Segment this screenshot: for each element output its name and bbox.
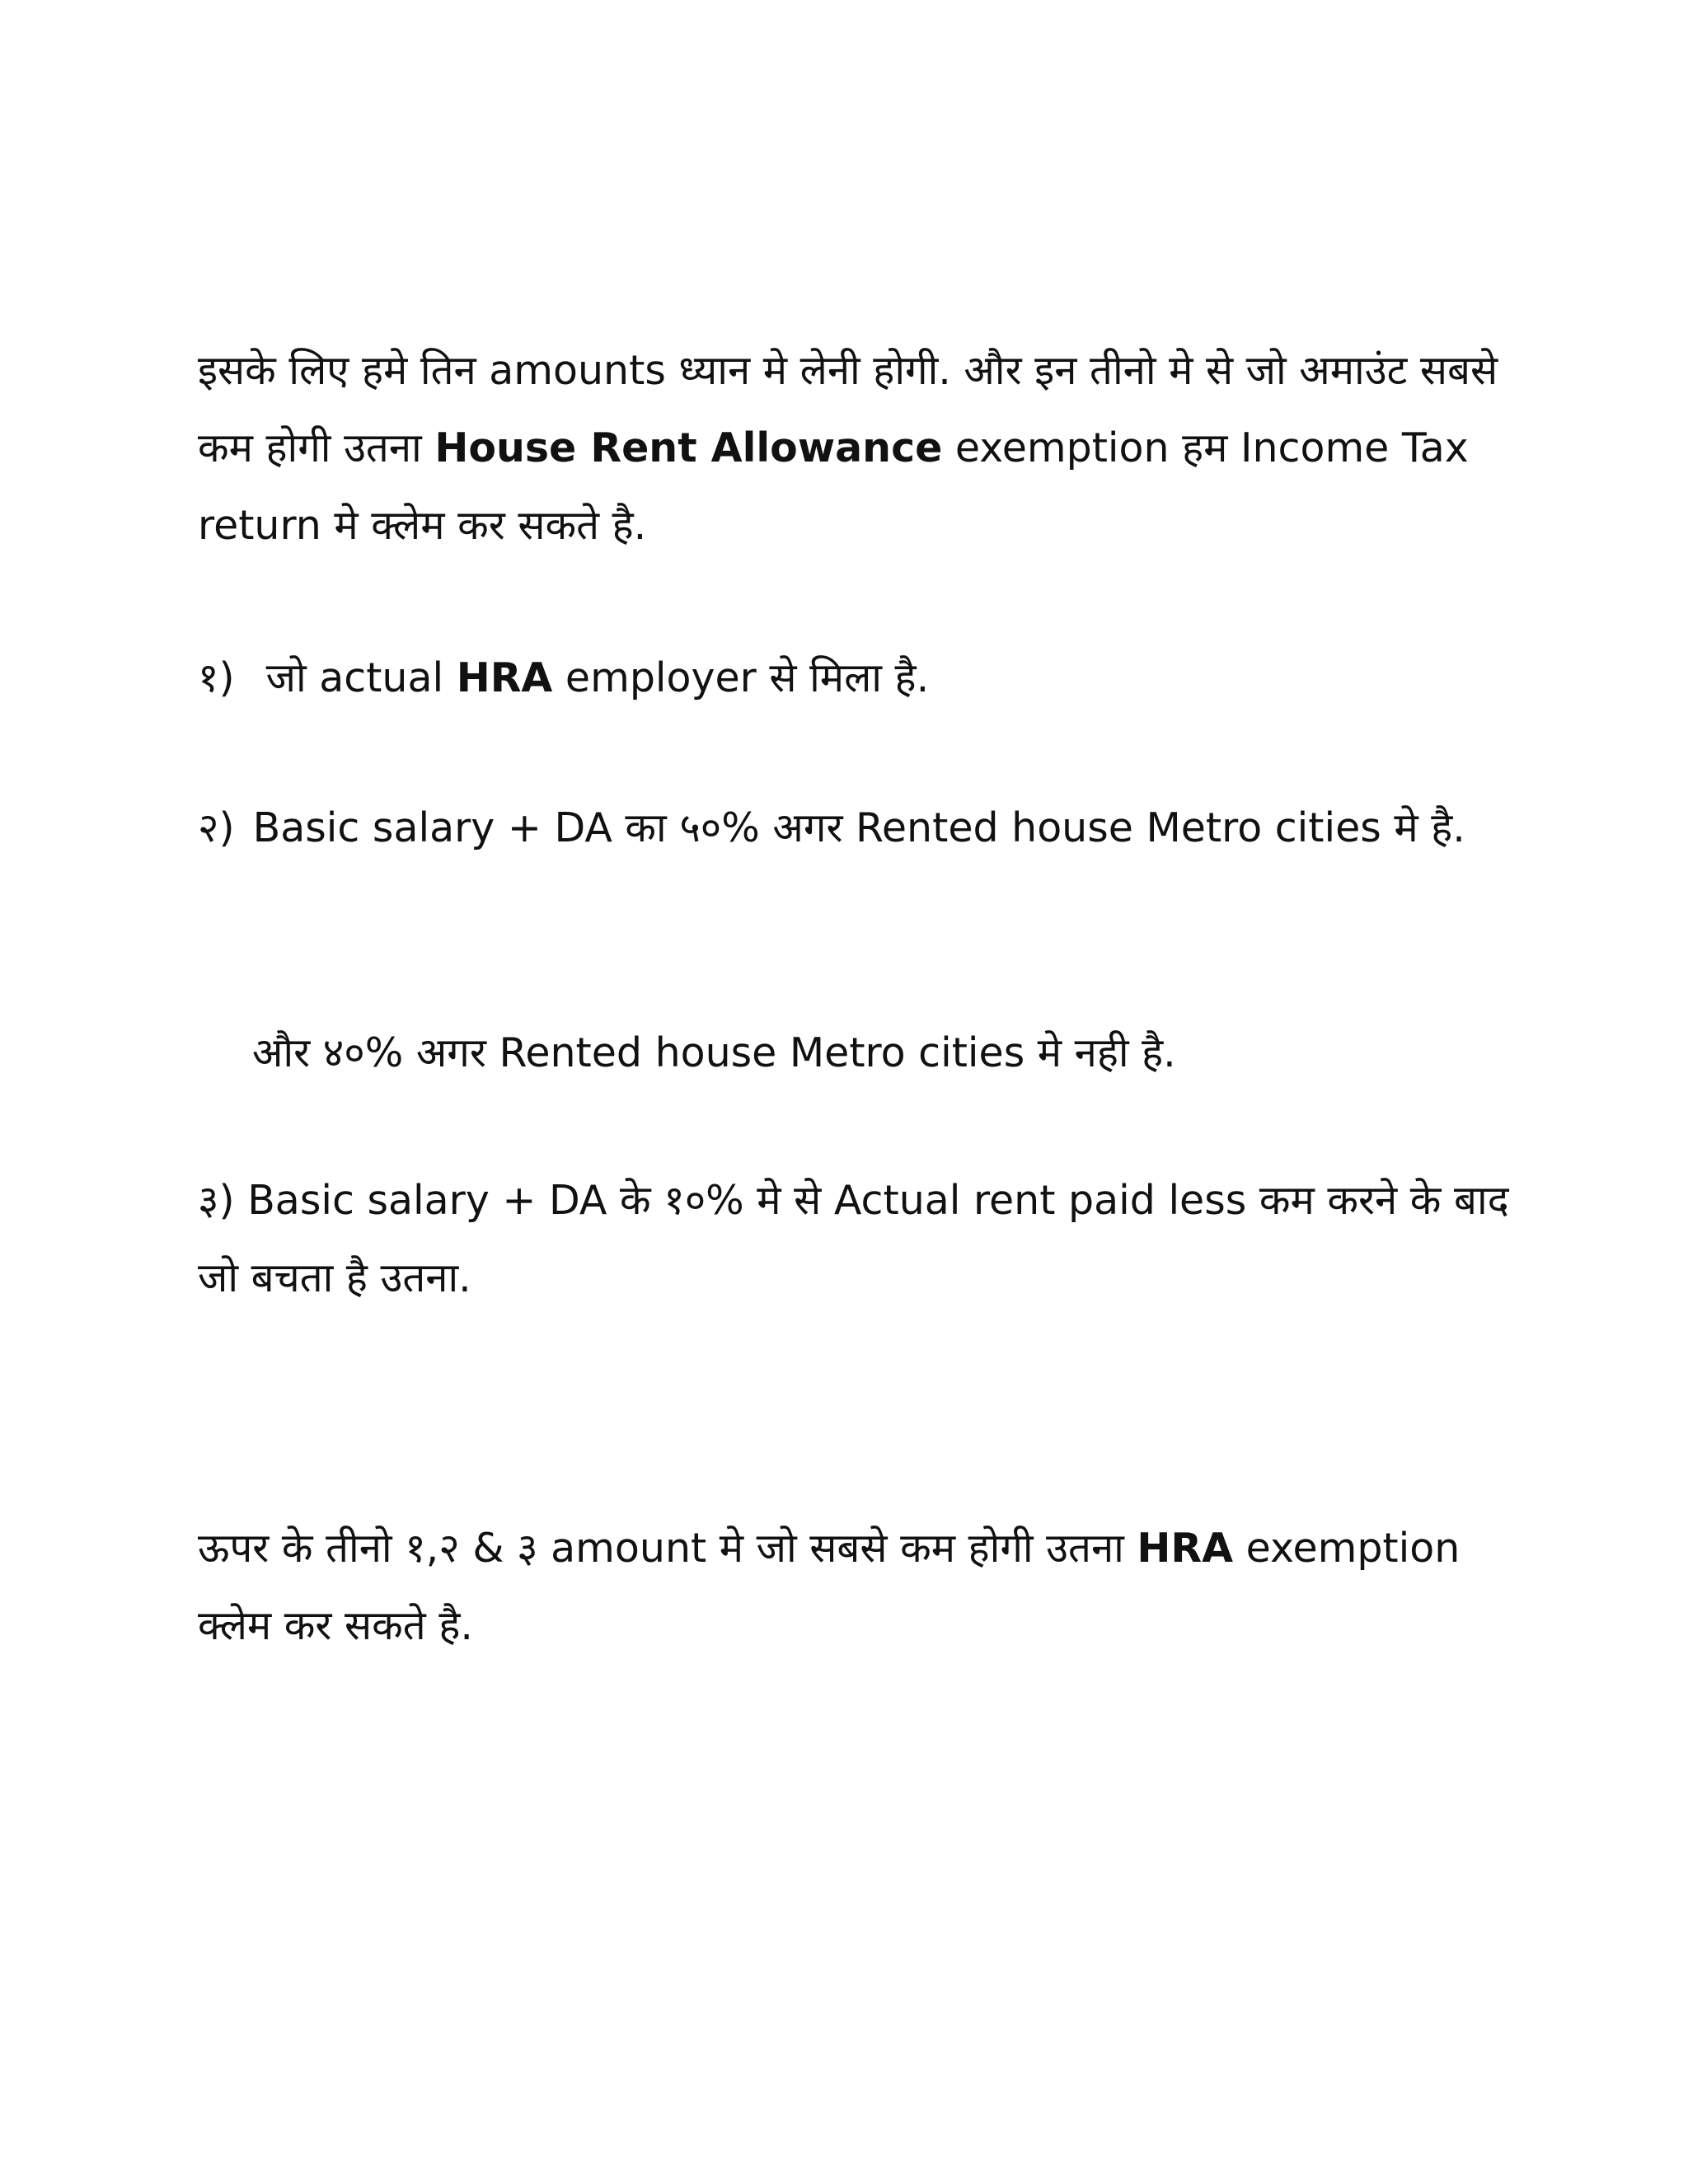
- list-item-2: [198, 790, 1517, 867]
- list-item-2-number: २): [198, 804, 235, 851]
- conclusion-paragraph: [198, 1510, 1517, 1665]
- list-item-3: [198, 1162, 1517, 1317]
- intro-paragraph: [198, 332, 1517, 565]
- list-item-1-text-part1: जो actual: [265, 654, 457, 701]
- conclusion-bold-term: HRA: [1137, 1525, 1234, 1572]
- list-item-1: [198, 640, 1517, 717]
- list-item-3-number: ३): [198, 1177, 235, 1224]
- intro-text-part1: इसके लिए हमे तिन amounts ध्यान मे लेनी होगी. और इन तीनो मे से जो अमाउंट सबसे कम होगी उतना: [198, 347, 1498, 471]
- conclusion-text-part1: ऊपर के तीनो १,२ & ३ amount मे जो सबसे कम होगी उतना: [198, 1525, 1137, 1572]
- list-item-2-continuation-text: और ४०% अगर Rented house Metro cities मे नही है.: [252, 1029, 1176, 1076]
- list-item-2-text: Basic salary + DA का ५०% अगर Rented house Metro cities मे है.: [252, 804, 1465, 851]
- intro-bold-term: House Rent Allowance: [434, 424, 943, 471]
- list-item-2-continuation: [252, 1015, 1571, 1092]
- list-item-1-text-part2: employer से मिला है.: [552, 654, 930, 701]
- list-item-1-bold-term: HRA: [456, 654, 553, 701]
- intro-text-part2: exemption हम Income Tax return मे क्लेम कर सकते है.: [198, 424, 1469, 549]
- list-item-1-number: १): [198, 654, 235, 701]
- conclusion-text-part2: exemption क्लेम कर सकते है.: [198, 1525, 1461, 1649]
- list-item-3-text: Basic salary + DA के १०% मे से Actual rent paid less कम करने के बाद जो बचता है उतना.: [198, 1177, 1509, 1301]
